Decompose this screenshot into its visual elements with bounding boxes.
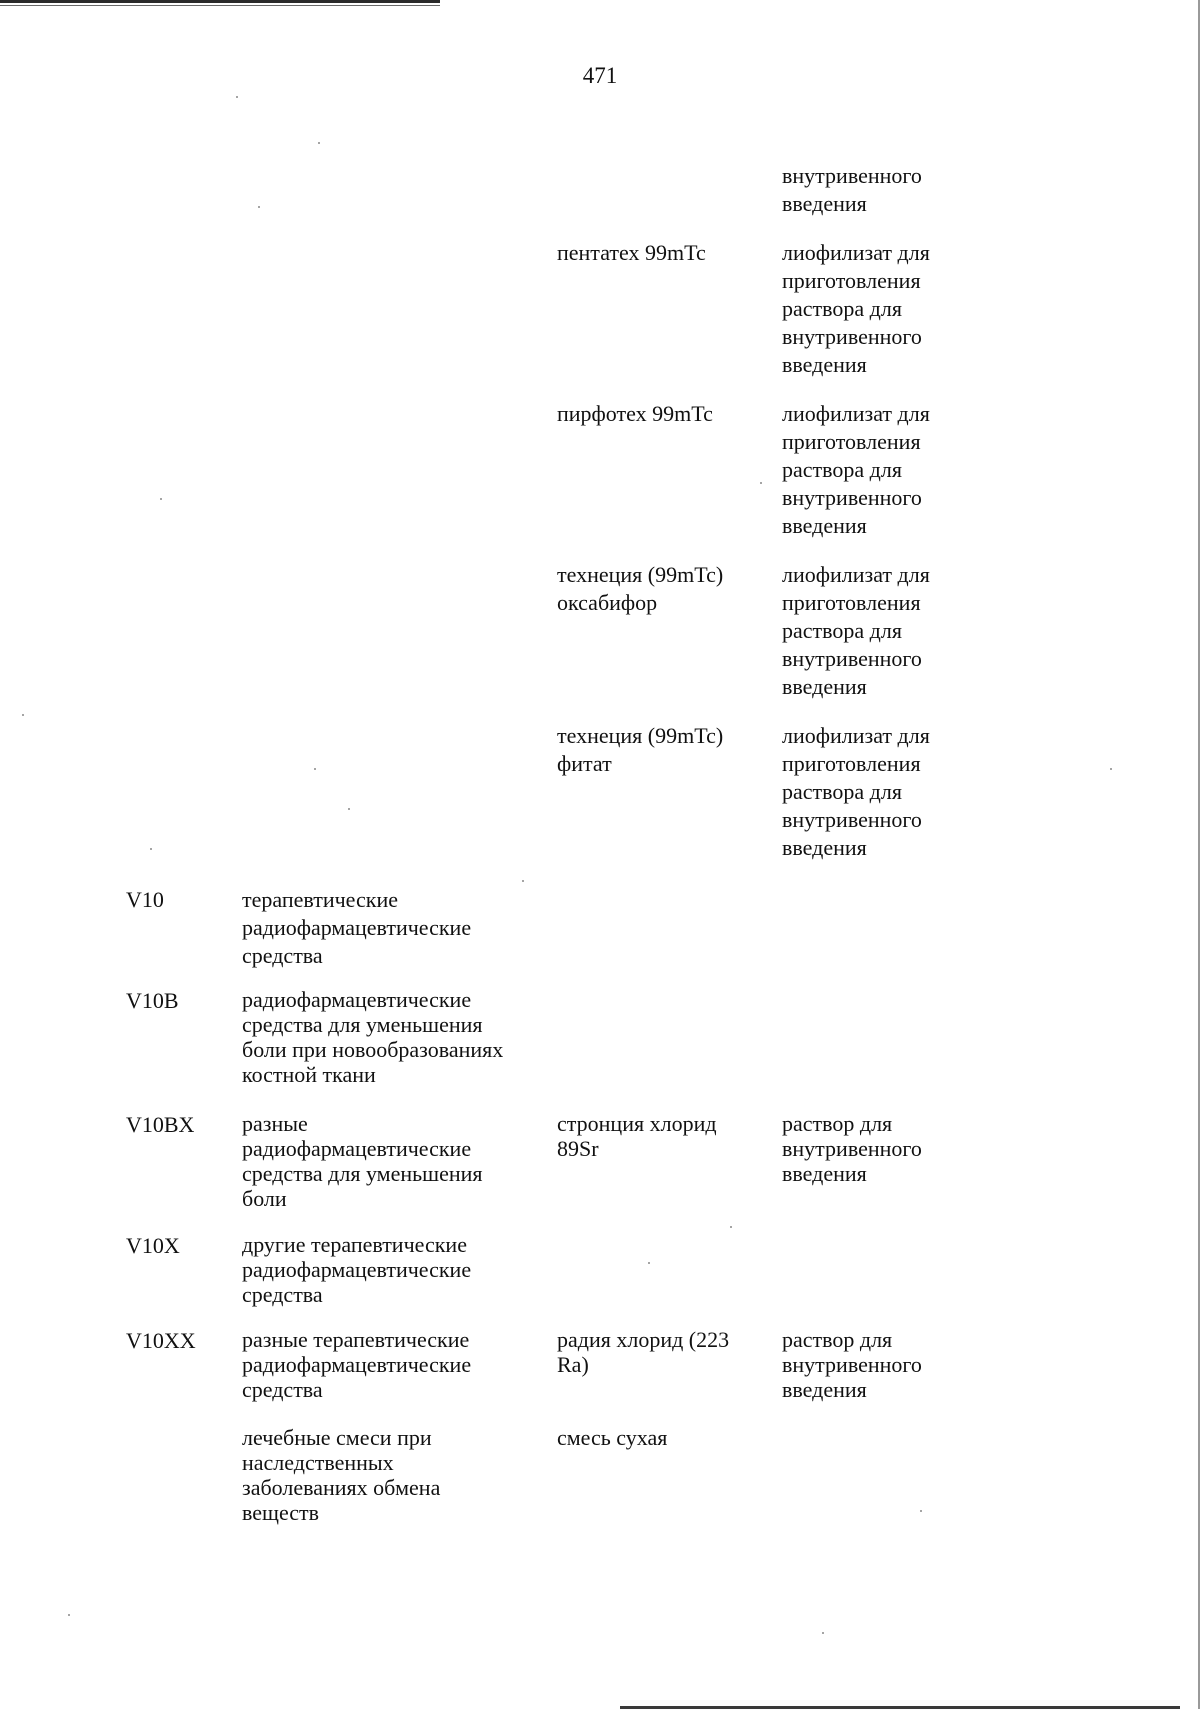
scan-speck	[348, 808, 350, 810]
table-cell-form: раствор для внутривенного введения	[782, 1327, 922, 1402]
table-cell-form: лиофилизат для приготовления раствора для внутривенного введения	[782, 240, 930, 377]
scan-speck	[920, 1510, 922, 1512]
scan-speck	[258, 206, 260, 208]
table-cell-code: V10	[126, 887, 164, 912]
scan-speck	[522, 880, 524, 882]
scan-speck	[648, 1262, 650, 1264]
table-cell-drug: технеция (99mTc) фитат	[557, 723, 724, 776]
scan-speck	[160, 498, 162, 500]
table-cell-code: V10XX	[126, 1328, 196, 1353]
table-cell-name: разные радиофармацевтические средства для уменьшения боли	[242, 1111, 483, 1211]
table-cell-name: разные терапевтические радиофармацевтические средства	[242, 1327, 472, 1402]
table-cell-drug: стронция хлорид 89Sr	[557, 1111, 717, 1161]
table-cell-code: V10B	[126, 988, 179, 1013]
table-cell-form: лиофилизат для приготовления раствора для внутривенного введения	[782, 562, 930, 699]
table-cell-name: другие терапевтические радиофармацевтические средства	[242, 1232, 472, 1307]
scan-speck	[22, 714, 24, 716]
scan-speck	[318, 142, 320, 144]
scan-speck	[150, 848, 152, 850]
table-cell-drug: пентатех 99mTc	[557, 240, 706, 265]
table-cell-drug: пирфотех 99mTc	[557, 401, 713, 426]
table-cell-form: лиофилизат для приготовления раствора для внутривенного введения	[782, 723, 930, 860]
scan-border-top	[0, 0, 440, 3]
scan-border-top-thin	[0, 5, 440, 6]
table-cell-drug: радия хлорид (223 Ra)	[557, 1327, 730, 1377]
table-cell-form: внутривенного введения	[782, 163, 922, 216]
scan-speck	[68, 1614, 70, 1616]
scan-speck	[1110, 768, 1112, 770]
table-cell-drug: технеция (99mTc) оксабифор	[557, 562, 724, 615]
table-cell-name: радиофармацевтические средства для уменьшения боли при новообразованиях костной ткани	[242, 987, 504, 1087]
scan-speck	[822, 1632, 824, 1634]
scan-speck	[730, 1226, 732, 1228]
scan-speck	[236, 96, 238, 98]
table-cell-code: V10X	[126, 1233, 180, 1258]
scan-speck	[314, 768, 316, 770]
page-number: 471	[582, 63, 618, 88]
table-cell-form: лиофилизат для приготовления раствора для внутривенного введения	[782, 401, 930, 538]
table-cell-name: терапевтические радиофармацевтические средства	[242, 887, 472, 968]
table-cell-name: лечебные смеси при наследственных заболеваниях обмена веществ	[242, 1425, 441, 1525]
scan-speck	[760, 482, 762, 484]
table-cell-form: раствор для внутривенного введения	[782, 1111, 922, 1186]
table-cell-drug: смесь сухая	[557, 1425, 668, 1450]
table-cell-code: V10BX	[126, 1112, 195, 1137]
